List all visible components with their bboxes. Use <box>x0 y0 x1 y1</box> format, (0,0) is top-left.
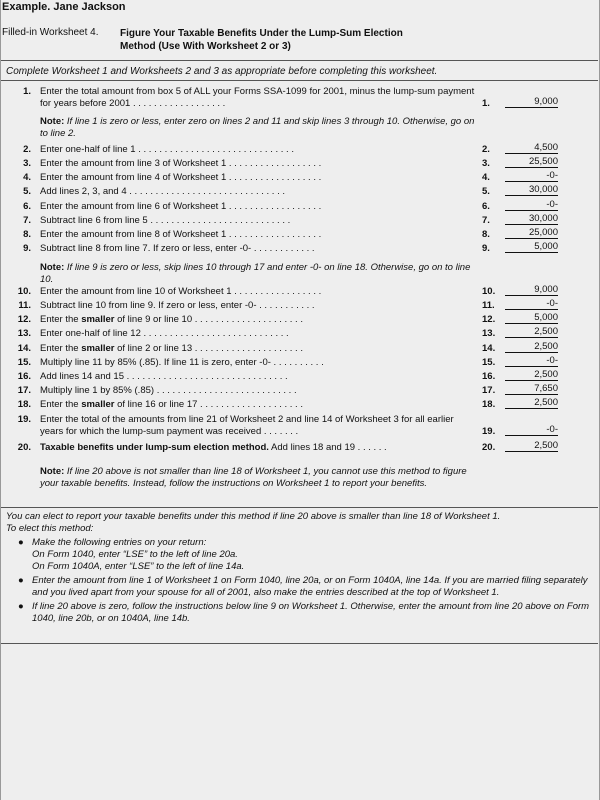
line-amount: 9,000 <box>505 284 558 296</box>
worksheet-title <box>120 27 480 53</box>
line-reference-number: 4. <box>482 172 490 183</box>
line-reference-number: 16. <box>482 371 496 382</box>
line-amount: -0- <box>505 355 558 367</box>
election-bullet-3-text: If line 20 above is zero, follow the instructions below line 9 on Worksheet 1. Otherwise, enter the amount from line 20 above on Form 1040, line 20b, or on 1040A, line 14b. <box>32 601 590 624</box>
bullet-icon: ● <box>18 575 24 586</box>
line-description: Enter the amount from line 3 of Worksheet 1 . . . . . . . . . . . . . . . . . . <box>40 158 322 169</box>
bullet-icon: ● <box>18 537 24 548</box>
intro-instruction: Complete Worksheet 1 and Worksheets 2 and 3 as appropriate before completing this worksheet. <box>0 60 598 81</box>
line-amount: 2,500 <box>505 440 558 452</box>
line-reference-number: 19. <box>482 426 496 437</box>
line-number: 15. <box>17 357 31 368</box>
line-reference-number: 15. <box>482 357 496 368</box>
line-amount: 9,000 <box>505 96 558 108</box>
worksheet-label: Filled-in Worksheet 4. <box>2 27 99 38</box>
line-description: Enter the total of the amounts from line 21 of Worksheet 2 and line 14 of Worksheet 3 for all earlier years for which the lump-sum payment was received . . . . . . . <box>40 414 454 437</box>
line-amount: 30,000 <box>505 213 558 225</box>
election-bullet-1-text: Make the following entries on your return: <box>32 537 207 548</box>
line-number: 1. <box>23 86 31 97</box>
example-title: Example. Jane Jackson <box>2 1 126 13</box>
line-description: Enter the amount from line 4 of Worksheet 1 . . . . . . . . . . . . . . . . . . <box>40 172 322 183</box>
line-description: Enter the amount from line 8 of Worksheet 1 . . . . . . . . . . . . . . . . . . <box>40 229 322 240</box>
line-number: 4. <box>23 172 31 183</box>
line-description: Multiply line 1 by 85% (.85) . . . . . . . . . . . . . . . . . . . . . . . . . . . <box>40 385 297 396</box>
line-description-emphasis: smaller <box>81 399 115 410</box>
line-amount: -0- <box>505 298 558 310</box>
line-number: 17. <box>17 385 31 396</box>
line-description: Enter the amount from line 10 of Worksheet 1 . . . . . . . . . . . . . . . . . <box>40 286 322 297</box>
line-description: Subtract line 8 from line 7. If zero or less, enter -0- . . . . . . . . . . . . <box>40 243 315 254</box>
line-number: 11. <box>18 300 31 311</box>
line-amount: 25,500 <box>505 156 558 168</box>
line-reference-number: 8. <box>482 229 490 240</box>
election-section <box>0 507 598 644</box>
line-description-suffix: Add lines 18 and 19 . . . . . . <box>268 442 387 453</box>
line-reference-number: 9. <box>482 243 490 254</box>
line-reference-number: 2. <box>482 144 490 155</box>
line-description: Enter the amount from line 6 of Worksheet 1 . . . . . . . . . . . . . . . . . . <box>40 201 322 212</box>
line-description <box>40 314 475 326</box>
line-number: 2. <box>23 144 31 155</box>
note-line-1-text <box>40 116 480 140</box>
bullet-icon: ● <box>18 601 24 612</box>
line-amount: 2,500 <box>505 397 558 409</box>
note-label: Note: <box>40 466 65 477</box>
line-reference-number: 11. <box>482 300 495 311</box>
line-description-prefix: Enter the <box>40 343 82 354</box>
line-description: Enter one-half of line 1 . . . . . . . . . . . . . . . . . . . . . . . . . . . . . . <box>40 144 294 155</box>
line-number: 7. <box>23 215 31 226</box>
note-line-9-text <box>40 262 480 286</box>
line-description: Multiply line 11 by 85% (.85). If line 11 is zero, enter -0- . . . . . . . . . . <box>40 357 324 368</box>
line-description: Add lines 2, 3, and 4 . . . . . . . . . . . . . . . . . . . . . . . . . . . . . . <box>40 186 285 197</box>
election-intro-line-2: To elect this method: <box>6 523 94 534</box>
line-amount: 5,000 <box>505 241 558 253</box>
line-amount: 30,000 <box>505 184 558 196</box>
line-description-prefix: Enter the <box>40 314 82 325</box>
line-description-prefix: Enter the <box>40 399 82 410</box>
line-amount: 5,000 <box>505 312 558 324</box>
note-label: Note: <box>40 262 65 273</box>
line-amount: 4,500 <box>505 142 558 154</box>
line-description: Enter the total amount from box 5 of ALL your Forms SSA-1099 for 2001, minus the lump-sum payment for years before 2001 . . . . . . . . . . . . . . . . . . <box>40 86 475 109</box>
line-reference-number: 7. <box>482 215 490 226</box>
line-number: 9. <box>23 243 31 254</box>
line-amount: -0- <box>505 424 558 436</box>
line-reference-number: 12. <box>482 314 496 325</box>
election-bullet-1-sub-2: On Form 1040A, enter “LSE” to the left of line 14a. <box>32 561 245 572</box>
election-bullet-1 <box>6 537 598 573</box>
line-number: 19. <box>17 414 31 425</box>
line-description-suffix: of line 9 or line 10 . . . . . . . . . . . . . . . . . . . . . <box>114 314 303 325</box>
line-description: Subtract line 10 from line 9. If zero or less, enter -0- . . . . . . . . . . . <box>40 300 315 311</box>
line-reference-number: 1. <box>482 98 490 109</box>
line-description: Subtract line 6 from line 5 . . . . . . . . . . . . . . . . . . . . . . . . . . . <box>40 215 291 226</box>
line-number: 8. <box>23 229 31 240</box>
note-body: If line 9 is zero or less, skip lines 10 through 17 and enter -0- on line 18. Otherwise, go on to line 10. <box>40 262 471 285</box>
line-reference-number: 3. <box>482 158 490 169</box>
note-body: If line 20 above is not smaller than line 18 of Worksheet 1, you cannot use this method to figure your taxable benefits. Instead, follow the instructions on Worksheet 1 to report your benefits. <box>40 466 467 489</box>
line-number: 13. <box>17 328 31 339</box>
line-number: 16. <box>17 371 31 382</box>
note-line-20-text <box>40 466 480 490</box>
election-bullet-2-text: Enter the amount from line 1 of Worksheet 1 on Form 1040, line 20a, or on Form 1040A, line 14a. If you are married filing separately and you lived apart from your spouse for all of 2001, also make the entries described at the top of Worksheet 1. <box>32 575 588 598</box>
line-number: 14. <box>17 343 31 354</box>
line-number: 12. <box>17 314 31 325</box>
line-amount: -0- <box>505 199 558 211</box>
line-description-bold-lead: Taxable benefits under lump-sum election method. <box>40 442 269 453</box>
line-amount: 2,500 <box>505 369 558 381</box>
line-number: 6. <box>23 201 31 212</box>
worksheet-title-line-2: Method (Use With Worksheet 2 or 3) <box>120 41 291 52</box>
line-reference-number: 18. <box>482 399 496 410</box>
election-intro-line-1: You can elect to report your taxable benefits under this method if line 20 above is smaller than line 18 of Worksheet 1. <box>6 511 501 522</box>
line-description-suffix: of line 16 or line 17 . . . . . . . . . . . . . . . . . . . . <box>114 399 303 410</box>
line-number: 18. <box>17 399 31 410</box>
line-description: Enter one-half of line 12 . . . . . . . . . . . . . . . . . . . . . . . . . . . . <box>40 328 289 339</box>
line-reference-number: 6. <box>482 201 490 212</box>
line-description <box>40 399 475 411</box>
line-description <box>40 343 475 355</box>
line-description-emphasis: smaller <box>81 343 115 354</box>
line-amount: 25,000 <box>505 227 558 239</box>
election-bullet-2 <box>6 575 598 599</box>
election-bullet-3 <box>6 601 598 625</box>
line-number: 5. <box>23 186 31 197</box>
election-intro <box>6 511 598 535</box>
line-amount: -0- <box>505 170 558 182</box>
line-amount: 7,650 <box>505 383 558 395</box>
line-number: 3. <box>23 158 31 169</box>
line-description: Add lines 14 and 15 . . . . . . . . . . . . . . . . . . . . . . . . . . . . . . . <box>40 371 288 382</box>
line-amount: 2,500 <box>505 326 558 338</box>
line-description-suffix: of line 2 or line 13 . . . . . . . . . . . . . . . . . . . . . <box>114 343 303 354</box>
line-reference-number: 17. <box>482 385 496 396</box>
line-amount: 2,500 <box>505 341 558 353</box>
election-bullet-1-sub-1: On Form 1040, enter “LSE” to the left of line 20a. <box>32 549 238 560</box>
line-reference-number: 10. <box>482 286 496 297</box>
left-border <box>0 0 3 800</box>
line-reference-number: 5. <box>482 186 490 197</box>
line-reference-number: 14. <box>482 343 496 354</box>
line-reference-number: 20. <box>482 442 496 453</box>
line-number: 20. <box>17 442 31 453</box>
note-body: If line 1 is zero or less, enter zero on lines 2 and 11 and skip lines 3 through 10. Otherwise, go on to line 2. <box>40 116 475 139</box>
worksheet-title-line-1: Figure Your Taxable Benefits Under the Lump-Sum Election <box>120 28 403 39</box>
line-reference-number: 13. <box>482 328 496 339</box>
line-description-emphasis: smaller <box>81 314 115 325</box>
line-description <box>40 442 475 454</box>
note-label: Note: <box>40 116 65 127</box>
line-number: 10. <box>17 286 31 297</box>
